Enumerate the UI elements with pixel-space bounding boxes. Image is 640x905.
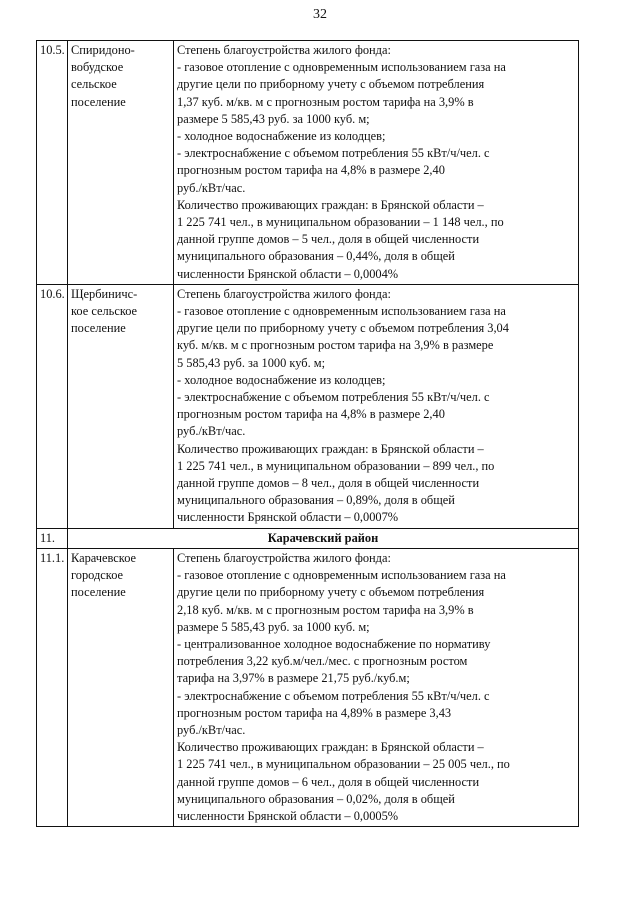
- housing-description: Степень благоустройства жилого фонда: - газовое отопление с одновременным использованием газа на другие цели по приборному учету с объемом потребления 1,37 куб. м/кв. м с прогнозным ростом тарифа на 3,9% в размере 5 585,43 руб. за 1000 куб. м; - холодное водоснабжение из колодцев; - электроснабжение с объемом потребления 55 кВт/ч/чел. с прогнозным ростом тарифа на 4,8% в размере 2,40 руб./кВт/час. Количество проживающих граждан: в Брянской области – 1 225 741 чел., в муниципальном образовании – 1 148 чел., по данной группе домов – 5 чел., доля в общей численности муниципального образования – 0,44%, доля в общей численности Брянской области – 0,0004%: [174, 41, 579, 285]
- housing-description: Степень благоустройства жилого фонда: - газовое отопление с одновременным использованием газа на другие цели по приборному учету с объемом потребления 2,18 куб. м/кв. м с прогнозным ростом тарифа на 3,9% в размере 5 585,43 руб. за 1000 куб. м; - централизованное холодное водоснабжение по нормативу потребления 3,22 куб.м/чел./мес. с прогнозным ростом тарифа на 3,97% в размере 21,75 руб./куб.м; - электроснабжение с объемом потребления 55 кВт/ч/чел. с прогнозным ростом тарифа на 4,89% в размере 3,43 руб./кВт/час. Количество проживающих граждан: в Брянской области – 1 225 741 чел., в муниципальном образовании – 25 005 чел., по данной группе домов – 6 чел., доля в общей численности муниципального образования – 0,02%, доля в общей численности Брянской области – 0,0005%: [174, 548, 579, 826]
- row-number: 10.5.: [37, 41, 68, 285]
- settlement-name: Щербиничс- кое сельское поселение: [68, 284, 174, 528]
- settlement-name: Карачевское городское поселение: [68, 548, 174, 826]
- page-number: 32: [313, 7, 327, 22]
- table-row: [37, 284, 579, 528]
- section-number: 11.: [37, 528, 68, 548]
- housing-table: [36, 40, 579, 827]
- table-row: [37, 548, 579, 826]
- row-number: 11.1.: [37, 548, 68, 826]
- section-title: Карачевский район: [68, 528, 579, 548]
- row-number: 10.6.: [37, 284, 68, 528]
- settlement-name: Спиридоно- вобудское сельское поселение: [68, 41, 174, 285]
- table-row: [37, 41, 579, 285]
- housing-description: Степень благоустройства жилого фонда: - газовое отопление с одновременным использованием газа на другие цели по приборному учету с объемом потребления 3,04 куб. м/кв. м с прогнозным ростом тарифа на 3,9% в размере 5 585,43 руб. за 1000 куб. м; - холодное водоснабжение из колодцев; - электроснабжение с объемом потребления 55 кВт/ч/чел. с прогнозным ростом тарифа на 4,8% в размере 2,40 руб./кВт/час. Количество проживающих граждан: в Брянской области – 1 225 741 чел., в муниципальном образовании – 899 чел., по данной группе домов – 8 чел., доля в общей численности муниципального образования – 0,89%, доля в общей численности Брянской области – 0,0007%: [174, 284, 579, 528]
- section-row: [37, 528, 579, 548]
